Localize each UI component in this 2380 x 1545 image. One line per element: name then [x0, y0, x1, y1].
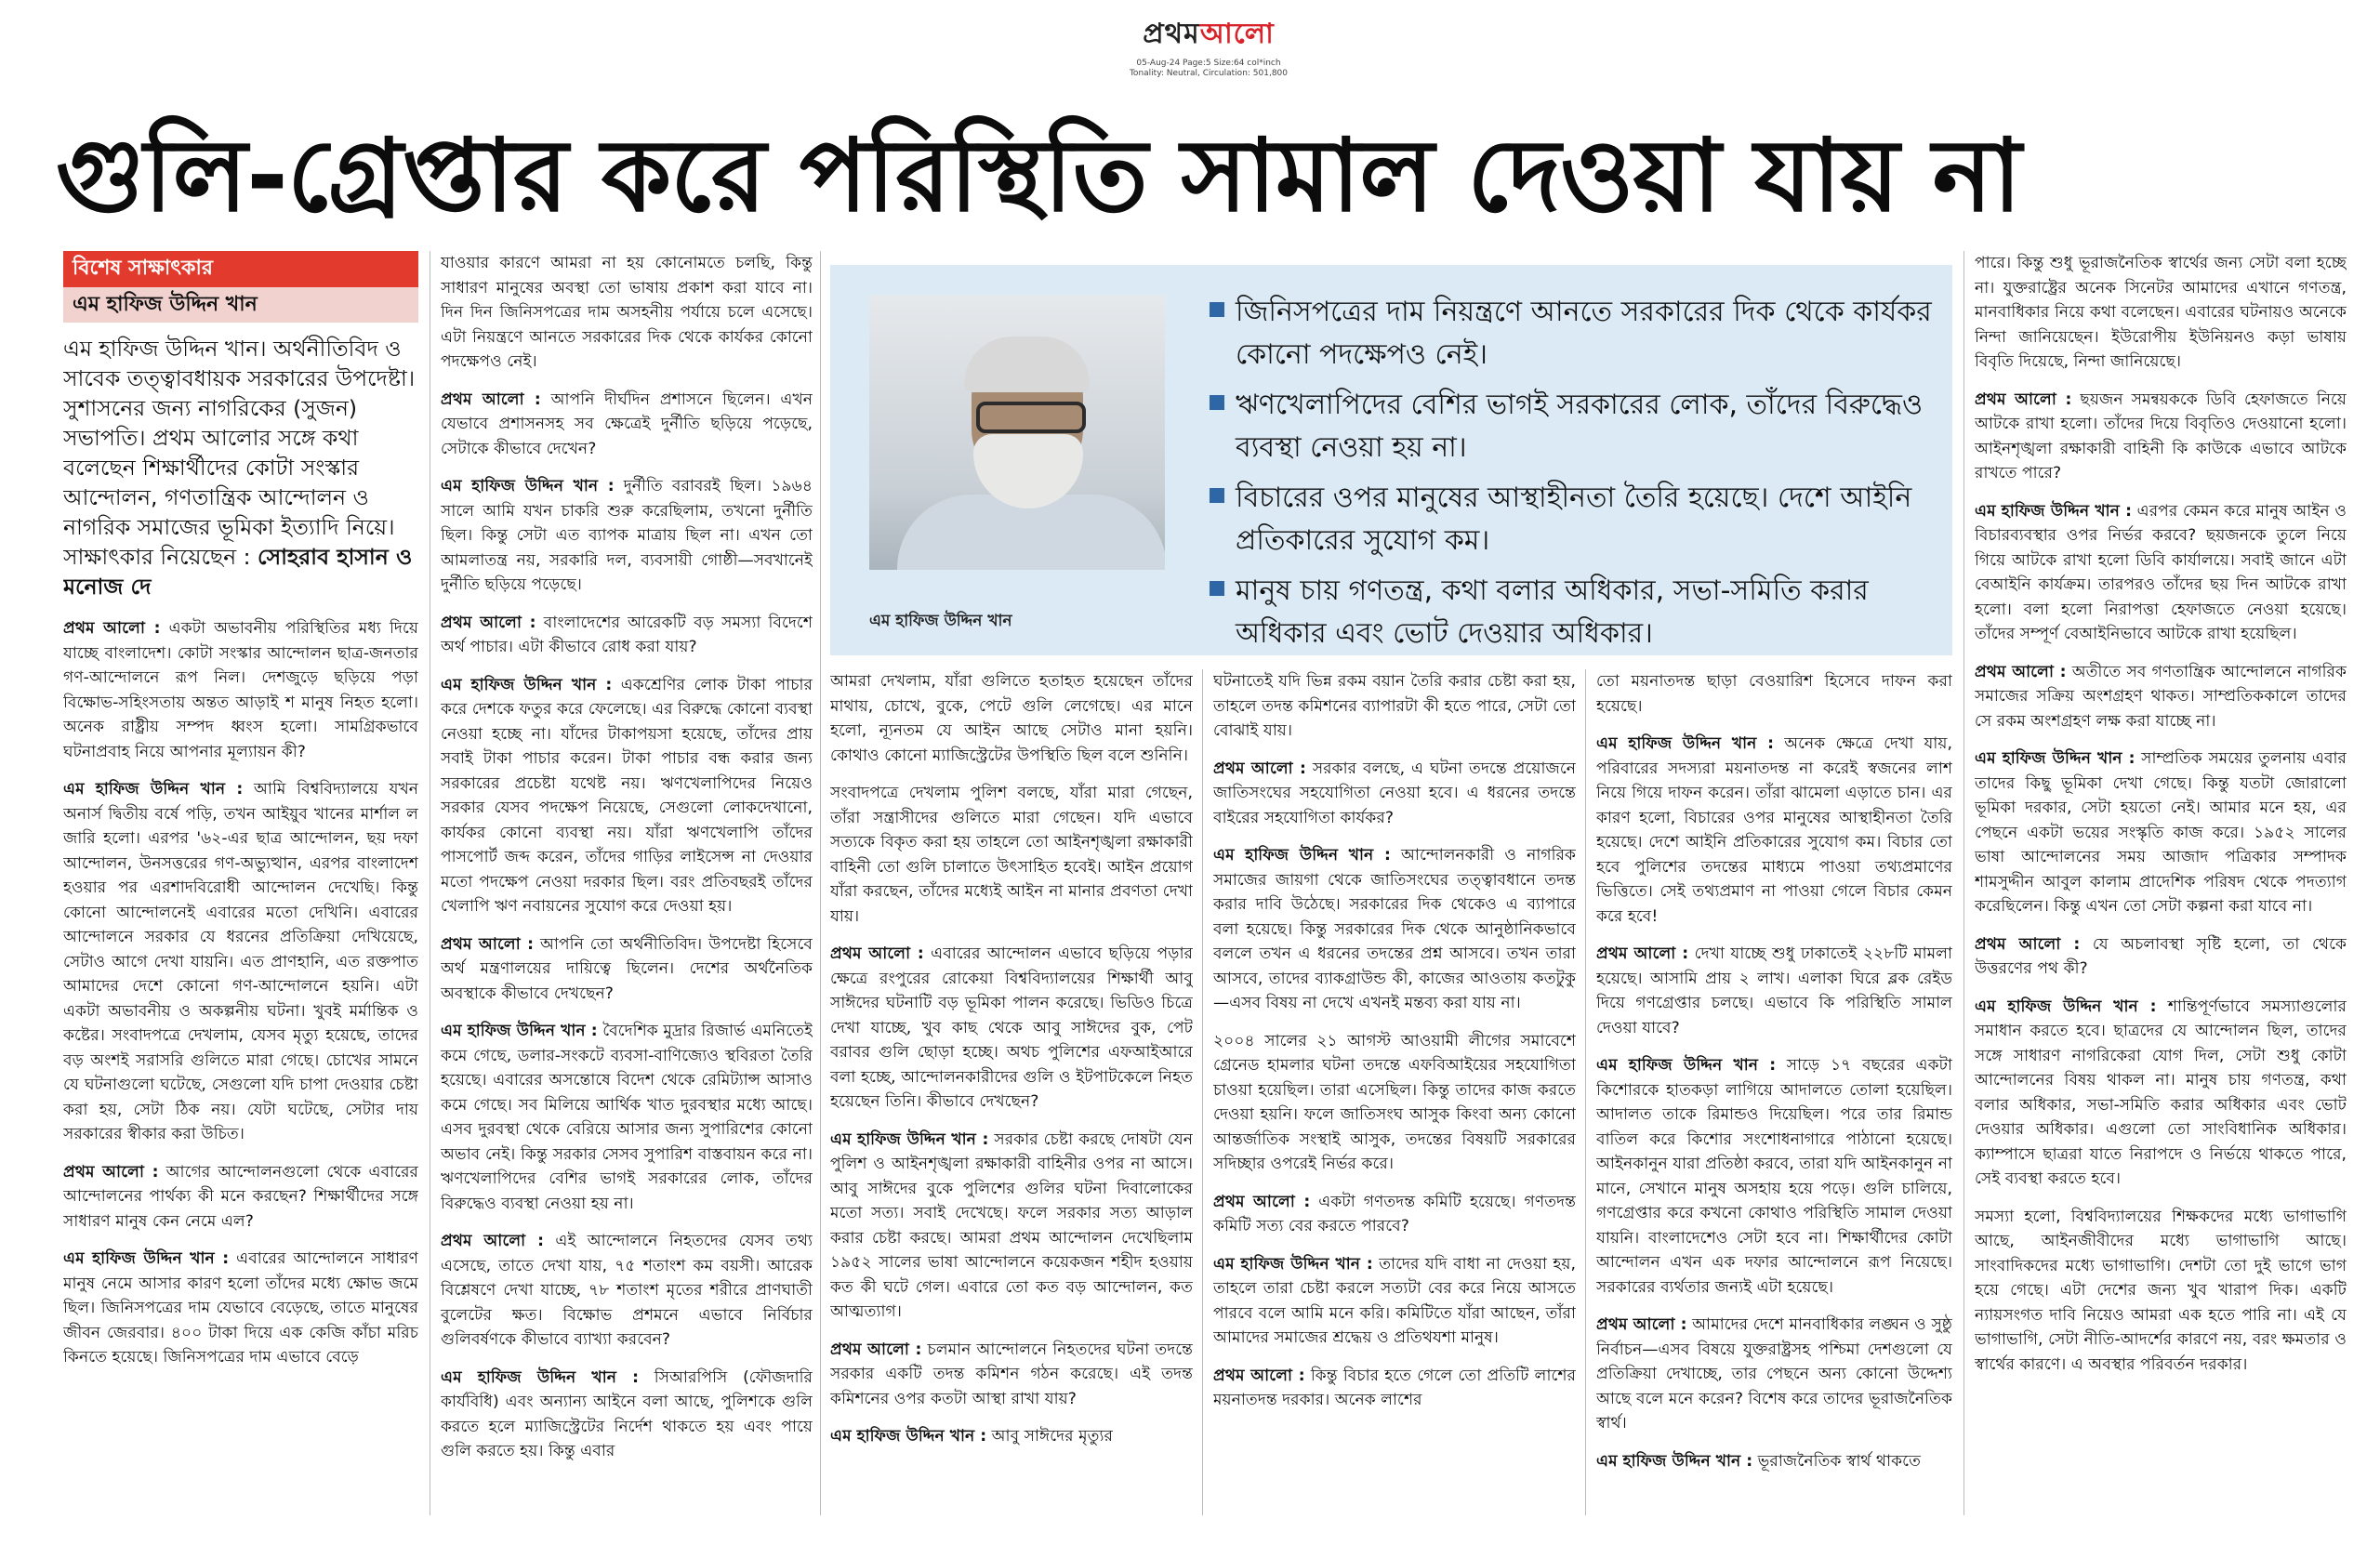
masthead — [1097, 11, 1320, 78]
article-paragraph: আমরা দেখলাম, যাঁরা গুলিতে হতাহত হয়েছেন তাঁদের মাথায়, চোখে, বুকে, পেটে গুলি লেগেছে। এর মানে হলো, ন্যূনতম যে আইন আছে সেটাও মানা হয়নি। কোথাও কোনো ম্যাজিস্ট্রেটের উপস্থিতি ছিল বলে শুনিনি। — [830, 672, 1193, 765]
article-paragraph: এম হাফিজ উদ্দিন খান : সাম্প্রতিক সময়ের তুলনায় এবার তাদের কিছু ভূমিকা দেখা গেছে। কিন্তু যতটা জোরালো ভূমিকা দরকার, সেটা হয়তো নেই। আমার মনে হয়, এর পেছনে একটা ভয়ের সংস্কৃতি কাজ করে। ১৯৫২ সালের ভাষা আন্দোলনের সময় আজাদ পত্রিকার সম্পাদক শামসুদ্দীন আবুল কালাম প্রাদেশিক পরিষদ থেকে পদত্যাগ করেছিলেন। কিন্তু এখন তো সেটা কল্পনা করা যাবে না। — [1975, 749, 2347, 916]
speaker-label: এম হাফিজ উদ্দিন খান : — [1596, 734, 1774, 753]
speaker-label: এম হাফিজ উদ্দিন খান : — [441, 675, 613, 694]
speaker-label: প্রথম আলো : — [63, 1162, 159, 1182]
speaker-label: এম হাফিজ উদ্দিন খান : — [441, 477, 615, 495]
article-paragraph: প্রথম আলো : ছয়জন সমন্বয়ককে ডিবি হেফাজতে নিয়ে আটকে রাখা হলো। তাঁদের দিয়ে বিবৃতিও দেওয়ানো হলো। আইনশৃঙ্খলা রক্ষাকারী বাহিনী কি কাউকে এভাবে আটকে রাখতে পারে? — [1975, 390, 2347, 482]
article-paragraph: এম হাফিজ উদ্দিন খান : আন্দোলনকারী ও নাগরিক সমাজের জায়গা থেকে জাতিসংঘের তত্ত্বাবধানে তদন্ত করার দাবি উঠেছে। সরকারের দিক থেকেও এ ব্যাপারে বলা হয়েছে। কিন্তু সরকারের দিক থেকে আনুষ্ঠানিকভাবে বললে তখন এ ধরনের তদন্তের প্রশ্ন আসবে। তখন তারা আসবে, তাদের ব্যাকগ্রাউন্ড কী, কাজের আওতায় কতটুকু—এসব বিষয় না দেখে এখনই মন্তব্য করা যায় না। — [1213, 846, 1576, 1012]
speaker-label: প্রথম আলো : — [441, 613, 536, 632]
bullet-square-icon — [1210, 488, 1224, 503]
speaker-label: প্রথম আলো : — [1596, 1315, 1687, 1334]
article-paragraph: এম হাফিজ উদ্দিন খান : শান্তিপূর্ণভাবে সমস্যাগুলোর সমাধান করতে হবে। ছাত্রদের যে আন্দোলন ছিল, তাদের সঙ্গে সাধারণ নাগরিকেরা যোগ দিল, সেটা শুধু কোটা আন্দোলনের বিষয় থাকল না। মানুষ চায় গণতন্ত্র, কথা বলার অধিকার, সভা-সমিতি করার অধিকার এবং ভোট দেওয়ার অধিকার। এগুলো তো সাংবিধানিক অধিকার। ক্যাম্পাসে ছাত্ররা যাতে নিরাপদে ও নির্ভয়ে থাকতে পারে, সেই ব্যবস্থা করতে হবে। — [1975, 997, 2347, 1188]
speaker-label: প্রথম আলো : — [830, 944, 924, 963]
article-paragraph: এম হাফিজ উদ্দিন খান : দুর্নীতি বরাবরই ছিল। ১৯৬৪ সালে আমি যখন চাকরি শুরু করেছিলাম, তখনো দুর্নীতি ছিল। কিন্তু সেটা এত ব্যাপক মাত্রায় ছিল না। এখন তো আমলাতন্ত্র নয়, সরকারি দল, ব্যবসায়ী গোষ্ঠী—সবখানেই দুর্নীতি ছড়িয়ে পড়েছে। — [441, 477, 813, 594]
article-paragraph: সংবাদপত্রে দেখলাম পুলিশ বলছে, যাঁরা মারা গেছেন, তাঁরা সন্ত্রাসীদের গুলিতে মারা গেছেন। যদি এভাবে সত্যকে বিকৃত করা হয় তাহলে তো আইনশৃঙ্খলা রক্ষাকারী বাহিনী তো গুলি চালাতে উৎসাহিত হবেই। আইন প্রয়োগ যাঁরা করছেন, তাঁদের মধ্যেই আইন না মানার প্রবণতা দেখা যায়। — [830, 784, 1193, 926]
article-paragraph: ঘটনাতেই যদি ভিন্ন রকম বয়ান তৈরি করার চেষ্টা করা হয়, তাহলে তদন্ত কমিশনের ব্যাপারটা কী হতে পারে, সেটা তো বোঝাই যায়। — [1213, 672, 1576, 740]
speaker-label: প্রথম আলো : — [1213, 1366, 1305, 1385]
article-paragraph: এম হাফিজ উদ্দিন খান : অনেক ক্ষেত্রে দেখা যায়, পরিবারের সদস্যরা ময়নাতদন্ত না করেই স্বজনের লাশ নিয়ে গিয়ে দাফন করেন। তাঁরা ঝামেলা এড়াতে চান। এর কারণ হলো, বিচারের ওপর মানুষের আস্থাহীনতা তৈরি হয়েছে। দেশে আইনি প্রতিকারের সুযোগ কম। বিচার তো হবে পুলিশের তদন্তের মাধ্যমে পাওয়া তথ্যপ্রমাণের ভিত্তিতে। সেই তথ্যপ্রমাণ না পাওয়া গেলে বিচার কেমন করে হবে! — [1596, 734, 1952, 926]
article-paragraph: প্রথম আলো : আগের আন্দোলনগুলো থেকে এবারের আন্দোলনের পার্থক্য কী মনে করছেন? শিক্ষার্থীদের সঙ্গে সাধারণ মানুষ কেন নেমে এল? — [63, 1162, 418, 1231]
photo-caption: এম হাফিজ উদ্দিন খান — [869, 612, 1012, 630]
speaker-label: প্রথম আলো : — [1975, 390, 2072, 409]
article-paragraph: এম হাফিজ উদ্দিন খান : সিআরপিসি (ফৌজদারি কার্যবিধি) এবং অন্যান্য আইনে বলা আছে, পুলিশকে গুলি করতে হলে ম্যাজিস্ট্রেটের নির্দেশ থাকতে হয় এবং পায়ে গুলি করতে হয়। কিন্তু এবার — [441, 1367, 813, 1460]
clipping-meta-2: Tonality: Neutral, Circulation: 501,800 — [1129, 69, 1289, 78]
article-paragraph: এম হাফিজ উদ্দিন খান : তাদের যদি বাধা না দেওয়া হয়, তাহলে তারা চেষ্টা করলে সত্যটা বের করে নিয়ে আসতে পারবে বলে আমি মনে করি। কমিটিতে যাঁরা আছেন, তাঁরা আমাদের সমাজের শ্রদ্ধেয় ও প্রতিথযশা মানুষ। — [1213, 1254, 1576, 1347]
speaker-label: প্রথম আলো : — [63, 619, 161, 638]
article-paragraph: এম হাফিজ উদ্দিন খান : সরকার চেষ্টা করছে দোষটা যেন পুলিশ ও আইনশৃঙ্খলা রক্ষাকারী বাহিনীর ওপর না আসে। আবু সাঈদের বুকে পুলিশের গুলির ঘটনা দিবালোকের মতো সত্য। সবাই দেখেছে। ফলে সরকার সত্য আড়াল করার চেষ্টা করছে। আমরা প্রথম আন্দোলন দেখেছিলাম ১৯৫২ সালের ভাষা আন্দোলনে কয়েকজন শহীদ হওয়ায় কত কী ঘটে গেল। এবারে তো কত বড় আন্দোলন, কত আত্মত্যাগ। — [830, 1129, 1193, 1321]
article-paragraph: প্রথম আলো : দেখা যাচ্ছে শুধু ঢাকাতেই ২২৮টি মামলা হয়েছে। আসামি প্রায় ২ লাখ। এলাকা ঘিরে ব্লক রেইড দিয়ে গণগ্রেপ্তার চলছে। এভাবে কি পরিস্থিতি সামাল দেওয়া যাবে? — [1596, 944, 1952, 1037]
newspaper-logo: প্রথমআলো — [1143, 18, 1275, 50]
speaker-label: প্রথম আলো : — [830, 1340, 922, 1359]
speaker-label: প্রথম আলো : — [1975, 934, 2081, 954]
speaker-label: এম হাফিজ উদ্দিন খান : — [1975, 997, 2157, 1016]
column-divider — [1585, 669, 1586, 1515]
article-paragraph: প্রথম আলো : এই আন্দোলনে নিহতদের যেসব তথ্য এসেছে, তাতে দেখা যায়, ৭৫ শতাংশ কম বয়সী। আরেক বিশ্লেষণে দেখা যাচ্ছে, ৭৮ শতাংশ মৃতের শরীরে প্রাণঘাতী বুলেটের ক্ষত। বিক্ষোভ প্রশমনে এভাবে নির্বিচার গুলিবর্ষণকে কীভাবে ব্যাখ্যা করবেন? — [441, 1232, 813, 1349]
speaker-label: এম হাফিজ উদ্দিন খান : — [441, 1367, 640, 1387]
article-paragraph: প্রথম আলো : চলমান আন্দোলনে নিহতদের ঘটনা তদন্তে সরকার একটি তদন্ত কমিশন গঠন করেছে। এই তদন্ত কমিশনের ওপর কতটা আস্থা রাখা যায়? — [830, 1340, 1193, 1408]
article-paragraph: এম হাফিজ উদ্দিন খান : ভূরাজনৈতিক স্বার্থ থাকতে — [1596, 1451, 1921, 1471]
article-paragraph: এম হাফিজ উদ্দিন খান : এরপর কেমন করে মানুষ আইন ও বিচারব্যবস্থার ওপর নির্ভর করবে? ছয়জনকে তুলে নিয়ে গিয়ে আটকে রাখা হলো ডিবি কার্যালয়ে। সবাই জানে এটা বেআইনি কার্যক্রম। তারপরও তাঁদের ছয় দিন আটকে রাখা হলো। বলা হলো নিরাপত্তা হেফাজতে নেওয়া হয়েছে। তাঁদের সম্পূর্ণ বেআইনিভাবে আটকে রাখা হয়েছিল। — [1975, 501, 2347, 643]
article-paragraph: প্রথম আলো : একটা অভাবনীয় পরিস্থিতির মধ্য দিয়ে যাচ্ছে বাংলাদেশ। কোটা সংস্কার আন্দোলন ছাত্র-জনতার গণ-আন্দোলনে রূপ নিল। দেশজুড়ে ছড়িয়ে পড়া বিক্ষোভ-সহিংসতায় অন্তত আড়াই শ মানুষ নিহত হলো। অনেক রাষ্ট্রীয় সম্পদ ধ্বংস হলো। সামগ্রিকভাবে ঘটনাপ্রবাহ নিয়ে আপনার মূল্যায়ন কী? — [63, 619, 418, 761]
intro-text: এম হাফিজ উদ্দিন খান। অর্থনীতিবিদ ও সাবেক তত্ত্বাবধায়ক সরকারের উপদেষ্টা। সুশাসনের জন্য নাগরিকের (সুজন) সভাপতি। প্রথম আলোর সঙ্গে কথা বলেছেন শিক্ষার্থীদের কোটা সংস্কার আন্দোলন, গণতান্ত্রিক আন্দোলন ও নাগরিক সমাজের ভূমিকা ইত্যাদি নিয়ে। সাক্ষাৎকার নিয়েছেন : সোহরাব হাসান ও মনোজ দে — [63, 336, 416, 600]
article-paragraph: প্রথম আলো : এবারের আন্দোলন এভাবে ছড়িয়ে পড়ার ক্ষেত্রে রংপুরের রোকেয়া বিশ্ববিদ্যালয়ের শিক্ষার্থী আবু সাঈদের ঘটনাটি বড় ভূমিকা পালন করেছে। ভিডিও চিত্রে দেখা যাচ্ছে, খুব কাছ থেকে আবু সাঈদের বুক, পেট বরাবর গুলি ছোড়া হচ্ছে। অথচ পুলিশের এফআইআরে বলা হচ্ছে, আন্দোলনকারীদের গুলি ও ইটপাটকেলে নিহত হয়েছেন তিনি। কীভাবে দেখছেন? — [830, 944, 1193, 1111]
article-paragraph: প্রথম আলো : যে অচলাবস্থা সৃষ্টি হলো, তা থেকে উত্তরণের পথ কী? — [1975, 934, 2347, 978]
column-3 — [830, 669, 1193, 1515]
section-label: বিশেষ সাক্ষাৎকার — [63, 251, 418, 287]
speaker-label: এম হাফিজ উদ্দিন খান : — [441, 1022, 598, 1040]
article-paragraph: প্রথম আলো : আপনি তো অর্থনীতিবিদ। উপদেষ্টা হিসেবে অর্থ মন্ত্রণালয়ের দায়িত্বে ছিলেন। দেশের অর্থনৈতিক অবস্থাকে কীভাবে দেখছেন? — [441, 934, 813, 1003]
article-paragraph: এম হাফিজ উদ্দিন খান : একশ্রেণির লোক টাকা পাচার করে দেশকে ফতুর করে ফেলেছে। এর বিরুদ্ধে কোনো ব্যবস্থা নেওয়া হচ্ছে না। যাঁদের টাকাপয়সা হয়েছে, তাঁদের প্রায় সবাই টাকা পাচার করেন। টাকা পাচার বন্ধ করার জন্য সরকারের প্রচেষ্টা যথেষ্ট নয়। ঋণখেলাপিদের নিয়েও সরকার যেসব পদক্ষেপ নিয়েছে, সেগুলো লোকদেখানো, কার্যকর কোনো ব্যবস্থা নয়। যাঁরা ঋণখেলাপি তাঁদের পাসপোর্ট জব্দ করেন, তাঁদের গাড়ির লাইসেন্স না দেওয়ার মতো পদক্ষেপ নেওয়া দরকার ছিল। বরং প্রতিবছরই তাঁদের খেলাপি ঋণ নবায়নের সুযোগ করে দেওয়া হয়। — [441, 675, 813, 916]
speaker-label: এম হাফিজ উদ্দিন খান : — [63, 1249, 230, 1268]
speaker-label: এম হাফিজ উদ্দিন খান : — [1975, 501, 2132, 521]
key-point: বিচারের ওপর মানুষের আস্থাহীনতা তৈরি হয়েছে। দেশে আইনি প্রতিকারের সুযোগ কম। — [1210, 477, 1935, 562]
speaker-label: প্রথম আলো : — [1975, 662, 2067, 681]
article-paragraph: প্রথম আলো : অতীতে সব গণতান্ত্রিক আন্দোলনে নাগরিক সমাজের সক্রিয় অংশগ্রহণ থাকত। সাম্প্রতিককালে তাদের সে রকম অংশগ্রহণ লক্ষ করা যাচ্ছে না। — [1975, 662, 2347, 731]
article-paragraph: এম হাফিজ উদ্দিন খান : সাড়ে ১৭ বছরের একটা কিশোরকে হাতকড়া লাগিয়ে আদালতে তোলা হয়েছিল। আদালত তাকে রিমান্ডও দিয়েছিল। পরে তার রিমান্ড বাতিল করে কিশোর সংশোধনাগারে পাঠানো হয়েছে। আইনকানুন যারা প্রতিষ্ঠা করবে, তারা যদি আইনকানুন না মানে, সেখানে মানুষ অসহায় হয়ে পড়ে। গুলি চালিয়ে, গণগ্রেপ্তার করে কখনো কোথাও পরিস্থিতি সামাল দেওয়া যায়নি। বাংলাদেশেও সেটা হবে না। শিক্ষার্থীদের কোটা আন্দোলন এখন এক দফার আন্দোলনে রূপ নিয়েছে। সরকারের ব্যর্থতার জন্যই এটা হয়েছে। — [1596, 1056, 1952, 1297]
key-points — [1210, 291, 1935, 663]
article-paragraph: প্রথম আলো : বাংলাদেশের আরেকটি বড় সমস্যা বিদেশে অর্থ পাচার। এটা কীভাবে রোধ করা যায়? — [441, 613, 813, 656]
bullet-square-icon — [1210, 395, 1224, 410]
column-divider — [1202, 669, 1203, 1515]
speaker-label: এম হাফিজ উদ্দিন খান : — [1213, 846, 1391, 865]
speaker-label: এম হাফিজ উদ্দিন খান : — [1213, 1254, 1373, 1274]
article-paragraph: প্রথম আলো : কিন্তু বিচার হতে গেলে তো প্রতিটি লাশের ময়নাতদন্ত দরকার। অনেক লাশের — [1213, 1366, 1576, 1409]
column-6 — [1975, 251, 2347, 1515]
article-paragraph: এম হাফিজ উদ্দিন খান : আমি বিশ্ববিদ্যালয়ে যখন অনার্স দ্বিতীয় বর্ষে পড়ি, তখন আইয়ুব খানের মার্শাল ল জারি হলো। এরপর '৬২-এর ছাত্র আন্দোলন, ছয় দফা আন্দোলন, উনসত্তরের গণ-অভ্যুত্থান, এরপর বাংলাদেশ হওয়ার পর এরশাদবিরোধী আন্দোলন দেখেছি। কিন্তু কোনো আন্দোলনেই এবারের মতো দেখিনি। এবারের আন্দোলনে সরকার যে ধরনের প্রতিক্রিয়া দেখিয়েছে, সেটাও আগে দেখা যায়নি। এত প্রাণহানি, এত রক্তপাত আমাদের দেশে কোনো গণ-আন্দোলনে হয়নি। এটা একটা অভাবনীয় ও অকল্পনীয় ঘটনা। খুবই মর্মান্তিক ও কষ্টের। সংবাদপত্রে দেখলাম, যেসব মৃত্যু হয়েছে, তাদের বড় অংশই সরাসরি গুলিতে মারা গেছে। চোখের সামনে যে ঘটনাগুলো ঘটেছে, সেগুলো যদি চাপা দেওয়ার চেষ্টা করা হয়, সেটা ঠিক নয়। যেটা ঘটেছে, সেটার দায় সরকারের স্বীকার করা উচিত। — [63, 780, 418, 1143]
speaker-label: প্রথম আলো : — [1213, 1192, 1311, 1211]
column-5 — [1596, 669, 1952, 1515]
article-paragraph: পারে। কিন্তু শুধু ভূরাজনৈতিক স্বার্থের জন্য সেটা বলা হচ্ছে না। যুক্তরাষ্ট্রের অনেক সিনেটর আমাদের এখানে গণতন্ত্র, মানবাধিকার নিয়ে কথা বলেছেন। এবারের ঘটনায়ও অনেকে নিন্দা জানিয়েছেন। ইউরোপীয় ইউনিয়নও কড়া ভাষায় বিবৃতি দিয়েছে, নিন্দা জানিয়েছে। — [1975, 254, 2347, 371]
column-2 — [441, 251, 813, 1515]
key-point: জিনিসপত্রের দাম নিয়ন্ত্রণে আনতে সরকারের দিক থেকে কার্যকর কোনো পদক্ষেপও নেই। — [1210, 291, 1935, 376]
article-paragraph: প্রথম আলো : সরকার বলছে, এ ঘটনা তদন্তে প্রয়োজনে জাতিসংঘের সহযোগিতা নেওয়া হবে। এ ধরনের তদন্তে বাইরের সহযোগিতা কার্যকর? — [1213, 759, 1576, 827]
column-1 — [63, 251, 418, 1515]
speaker-label: এম হাফিজ উদ্দিন খান : — [1596, 1056, 1777, 1075]
speaker-label: এম হাফিজ উদ্দিন খান : — [830, 1427, 987, 1446]
speaker-label: প্রথম আলো : — [441, 390, 541, 409]
speaker-label: এম হাফিজ উদ্দিন খান : — [830, 1129, 989, 1149]
column-4 — [1213, 669, 1576, 1515]
article-paragraph: এম হাফিজ উদ্দিন খান : বৈদেশিক মুদ্রার রিজার্ভ এমনিতেই কমে গেছে, ডলার-সংকটে ব্যবসা-বাণিজ্যেও স্থবিরতা তৈরি হয়েছে। এবারের অসন্তোষে বিদেশ থেকে রেমিট্যান্স আসাও কমে গেছে। সব মিলিয়ে আর্থিক খাত দুরবস্থার মধ্যে আছে। এসব দুরবস্থা থেকে বেরিয়ে আসার জন্য সুপারিশের কোনো অভাব নেই। কিন্তু সরকার সেসব সুপারিশ বাস্তবায়ন করে না। ঋণখেলাপিদের বেশির ভাগই সরকারের লোক, তাঁদের বিরুদ্ধেও ব্যবস্থা নেওয়া হয় না। — [441, 1022, 813, 1213]
interviewers: সোহরাব হাসান ও মনোজ দে — [63, 544, 413, 600]
speaker-label: এম হাফিজ উদ্দিন খান : — [63, 780, 244, 799]
article-paragraph: যাওয়ার কারণে আমরা না হয় কোনোমতে চলছি, কিন্তু সাধারণ মানুষের অবস্থা তো ভাষায় প্রকাশ করা যাবে না। দিন দিন জিনিসপত্রের দাম অসহনীয় পর্যায়ে চলে এসেছে। এটা নিয়ন্ত্রণে আনতে সরকারের দিক থেকে কার্যকর কোনো পদক্ষেপও নেই। — [441, 254, 813, 371]
clipping-meta: 05-Aug-24 Page:5 Size:64 col*inch — [1136, 59, 1281, 68]
highlight-box — [830, 265, 1952, 655]
key-point: মানুষ চায় গণতন্ত্র, কথা বলার অধিকার, সভা-সমিতি করার অধিকার এবং ভোট দেওয়ার অধিকার। — [1210, 570, 1935, 655]
byline: এম হাফিজ উদ্দিন খান — [63, 287, 418, 324]
speaker-label: প্রথম আলো : — [441, 1232, 544, 1250]
interviewee-photo — [869, 295, 1165, 570]
article-paragraph: এম হাফিজ উদ্দিন খান : এবারের আন্দোলনে সাধারণ মানুষ নেমে আসার কারণ হলো তাঁদের মধ্যে ক্ষোভ জমে ছিল। জিনিসপত্রের দাম যেভাবে বেড়েছে, তাতে মানুষের জীবন জেরবার। ৪০০ টাকা দিয়ে এক কেজি কাঁচা মরিচ কিনতে হয়েছে। জিনিসপত্রের দাম এভাবে বেড়ে — [63, 1249, 418, 1367]
speaker-label: প্রথম আলো : — [441, 934, 535, 954]
bullet-square-icon — [1210, 581, 1224, 596]
article-paragraph: এম হাফিজ উদ্দিন খান : আবু সাঈদের মৃত্যুর — [830, 1427, 1113, 1446]
speaker-label: এম হাফিজ উদ্দিন খান : — [1975, 749, 2135, 768]
bullet-square-icon — [1210, 302, 1224, 317]
key-point: ঋণখেলাপিদের বেশির ভাগই সরকারের লোক, তাঁদের বিরুদ্ধেও ব্যবস্থা নেওয়া হয় না। — [1210, 384, 1935, 469]
article-paragraph: প্রথম আলো : আপনি দীর্ঘদিন প্রশাসনে ছিলেন। এখন যেভাবে প্রশাসনসহ সব ক্ষেত্রেই দুর্নীতি ছড়িয়ে পড়েছে, সেটাকে কীভাবে দেখেন? — [441, 390, 813, 458]
article-paragraph: প্রথম আলো : একটা গণতদন্ত কমিটি হয়েছে। গণতদন্ত কমিটি সত্য বের করতে পারবে? — [1213, 1192, 1576, 1235]
speaker-label: এম হাফিজ উদ্দিন খান : — [1596, 1451, 1753, 1471]
headline: গুলি-গ্রেপ্তার করে পরিস্থিতি সামাল দেওয়া যায় না — [56, 118, 2021, 234]
column-divider — [820, 251, 821, 1515]
article-paragraph: ২০০৪ সালের ২১ আগস্ট আওয়ামী লীগের সমাবেশে গ্রেনেড হামলার ঘটনা তদন্তে এফবিআইয়ের সহযোগিতা চাওয়া হয়েছিল। তারা এসেছিল। কিন্তু তাদের কাজ করতে দেওয়া হয়নি। ফলে জাতিসংঘ আসুক কিংবা অন্য কোনো আন্তর্জাতিক সংস্থাই আসুক, তদন্তের বিষয়টি সরকারের সদিচ্ছার ওপরেই নির্ভর করে। — [1213, 1031, 1576, 1173]
speaker-label: প্রথম আলো : — [1213, 759, 1306, 778]
article-paragraph: সমস্যা হলো, বিশ্ববিদ্যালয়ের শিক্ষকদের মধ্যে ভাগাভাগি আছে, আইনজীবীদের মধ্যে ভাগাভাগি আছে। সাংবাদিকদের মধ্যে ভাগাভাগি। দেশটা তো দুই ভাগে ভাগ হয়ে গেছে। এটা দেশের জন্য খুব খারাপ দিক। একটি ন্যায়সংগত দাবি নিয়েও আমরা এক হতে পারি না। এই যে ভাগাভাগি, সেটা নীতি-আদর্শের কারণে নয়, বরং ক্ষমতার ও স্বার্থের কারণে। এ অবস্থার পরিবর্তন দরকার। — [1975, 1207, 2347, 1374]
speaker-label: প্রথম আলো : — [1596, 944, 1689, 963]
article-paragraph: প্রথম আলো : আমাদের দেশে মানবাধিকার লঙ্ঘন ও সুষ্ঠু নির্বাচন—এসব বিষয়ে যুক্তরাষ্ট্রসহ পশ্চিমা দেশগুলো যে প্রতিক্রিয়া দেখাচ্ছে, তার পেছনে অন্য কোনো উদ্দেশ্য আছে বলে মনে করেন? বিশেষ করে তাদের ভূরাজনৈতিক স্বার্থ। — [1596, 1315, 1952, 1433]
article-paragraph: তো ময়নাতদন্ত ছাড়া বেওয়ারিশ হিসেবে দাফন করা হয়েছে। — [1596, 672, 1952, 716]
